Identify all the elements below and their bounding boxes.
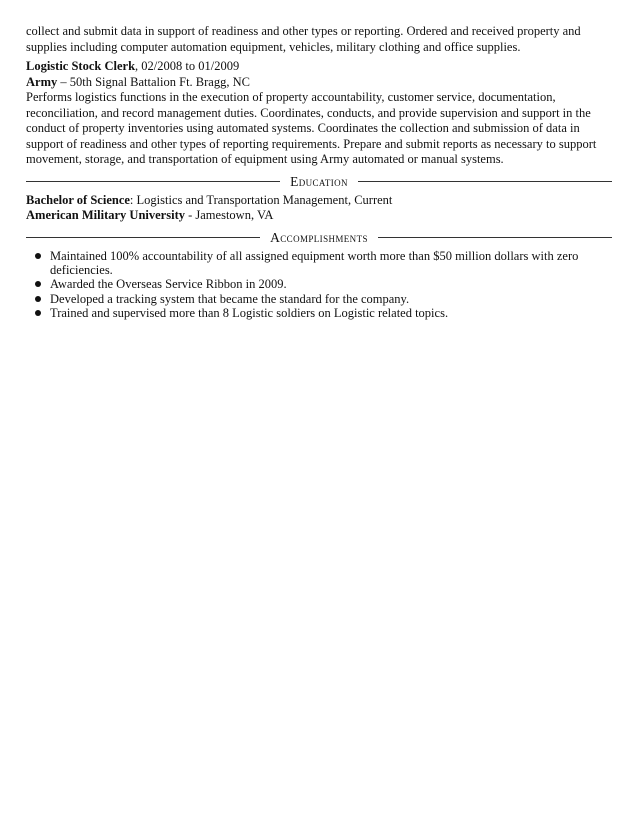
list-item: Trained and supervised more than 8 Logistic soldiers on Logistic related topics. [26,306,612,320]
school-name: American Military University [26,208,185,222]
list-item: Maintained 100% accountability of all assigned equipment worth more than $50 million dollars with zero deficiencies. [26,249,612,277]
list-item: Awarded the Overseas Service Ribbon in 2009. [26,277,612,291]
education-heading [26,174,612,190]
bullet-icon [35,281,41,287]
employer-name: Army [26,74,58,89]
job-description: Performs logistics functions in the execution of property accountability, customer service, documentation, reconciliation, and record management duties. Coordinates, conducts, and provide supervision and support in the conduct of property inventories using automated systems. Coordinates the collection and submission of data in support of readiness and other types of reporting requirements. Prepare and submit reports as necessary to support movement, storage, and transportation of equipment using Army automated or manual systems. [26,90,597,166]
bullet-icon [35,253,41,259]
school-line [26,208,612,224]
job-dates: , 02/2008 to 01/2009 [135,59,240,73]
degree: Bachelor of Science [26,192,130,207]
accomplishments-heading [26,230,612,246]
divider-left [26,237,260,238]
employer-line [26,75,612,91]
divider-right [358,181,612,182]
degree-line [26,193,612,209]
education-title: Education [290,173,348,189]
job-title-line [26,59,612,75]
degree-field: : Logistics and Transportation Management, Current [129,192,393,207]
school-location: - Jamestown, VA [184,208,274,222]
bullet-icon [35,296,41,302]
accomplishments-title: Accomplishments [270,229,368,245]
accomplishments-list [26,249,612,321]
list-item: Developed a tracking system that became the standard for the company. [26,292,612,306]
divider-right [378,237,612,238]
previous-job-description: collect and submit data in support of readiness and other types or reporting. Ordered and received property and supplies including computer automation equipment, vehicles, military clothing and office supplies. [26,24,581,54]
divider-left [26,181,280,182]
bullet-icon [35,310,41,316]
resume-page [26,24,612,321]
job-title: Logistic Stock Clerk [26,59,136,73]
employer-location: – 50th Signal Battalion Ft. Bragg, NC [57,74,250,89]
